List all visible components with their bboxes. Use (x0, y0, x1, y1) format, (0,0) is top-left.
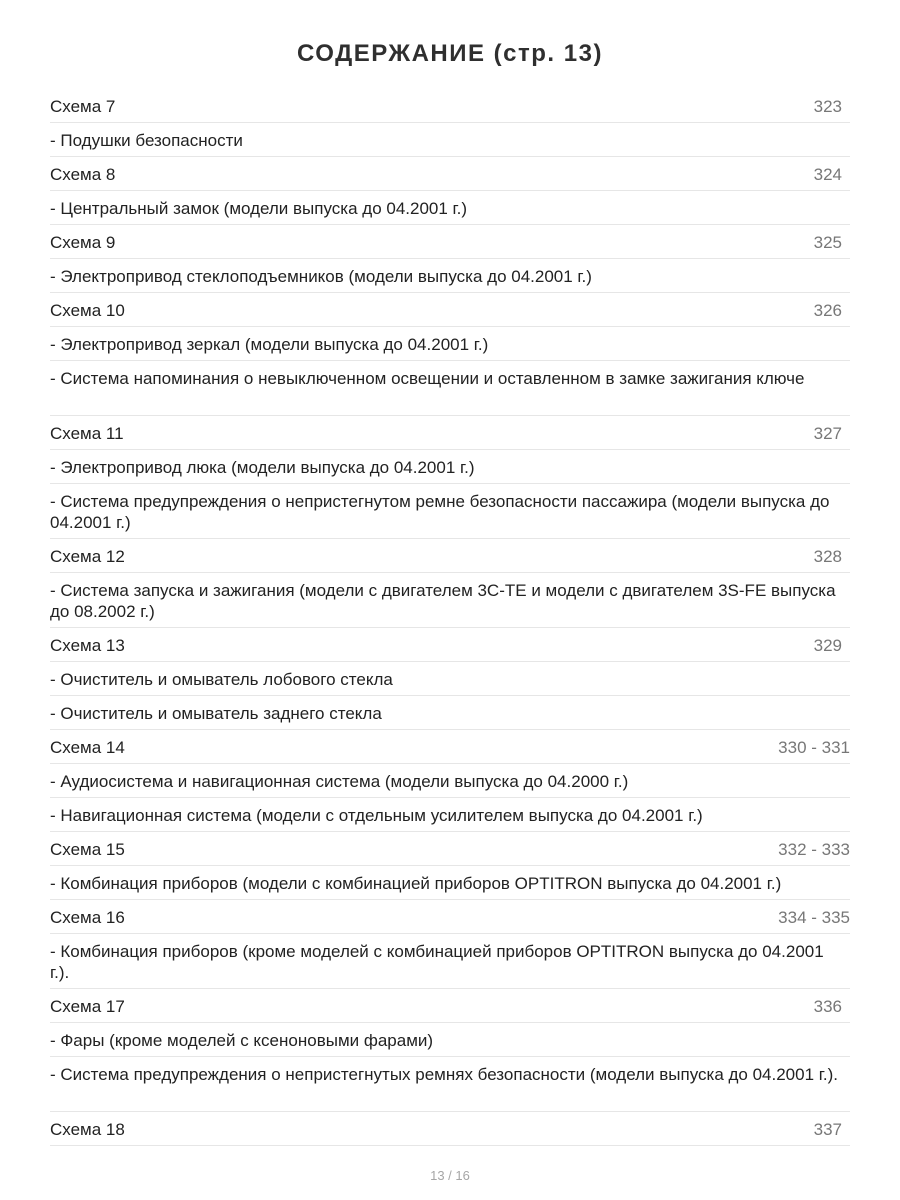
toc-row[interactable] (50, 764, 850, 798)
toc-row[interactable] (50, 484, 850, 539)
toc-entry-text: - Фары (кроме моделей с ксеноновыми фарами) (50, 1031, 434, 1050)
toc-row[interactable] (50, 730, 850, 764)
toc-row[interactable] (50, 293, 850, 327)
toc-entry-text: Схема 14 (50, 738, 125, 757)
toc-row[interactable] (50, 191, 850, 225)
toc-entry-text: Схема 11 (50, 424, 124, 443)
toc-list (50, 89, 850, 1146)
toc-entry-text: Схема 9 (50, 233, 116, 252)
toc-page-number: 327 (813, 424, 842, 443)
toc-entry-text: Схема 15 (50, 840, 125, 859)
toc-row[interactable] (50, 934, 850, 989)
toc-row[interactable] (50, 696, 850, 730)
toc-entry-text: - Очиститель и омыватель заднего стекла (50, 704, 382, 723)
toc-row[interactable] (50, 89, 850, 123)
toc-row[interactable] (50, 1057, 850, 1112)
toc-entry-text: - Очиститель и омыватель лобового стекла (50, 670, 393, 689)
toc-page-number: 329 (813, 636, 842, 655)
toc-row[interactable] (50, 225, 850, 259)
toc-entry-text: - Комбинация приборов (модели с комбинацией приборов OPTITRON выпуска до 04.2001 г.) (50, 874, 782, 893)
toc-entry-text: - Центральный замок (модели выпуска до 04.2001 г.) (50, 199, 468, 218)
toc-row[interactable] (50, 1112, 850, 1146)
toc-row[interactable] (50, 123, 850, 157)
toc-row[interactable] (50, 900, 850, 934)
page-indicator: 13 / 16 (430, 1168, 470, 1183)
toc-row[interactable] (50, 628, 850, 662)
toc-page-number: 325 (813, 233, 842, 252)
toc-entry-text: Схема 18 (50, 1120, 125, 1139)
toc-row[interactable] (50, 539, 850, 573)
toc-page-number: 323 (813, 97, 842, 116)
toc-row[interactable] (50, 573, 850, 628)
toc-page-number: 324 (813, 165, 842, 184)
toc-row[interactable] (50, 832, 850, 866)
toc-row[interactable] (50, 989, 850, 1023)
toc-page-number: 328 (813, 547, 842, 566)
toc-page-number: 330 - 331 (778, 738, 850, 757)
toc-row[interactable] (50, 327, 850, 361)
toc-page-number: 336 (813, 997, 842, 1016)
toc-entry-text: Схема 12 (50, 547, 125, 566)
toc-entry-text: - Электропривод стеклоподъемников (модели выпуска до 04.2001 г.) (50, 267, 592, 286)
toc-entry-text: Схема 7 (50, 97, 116, 116)
toc-entry-text: - Электропривод зеркал (модели выпуска до 04.2001 г.) (50, 335, 489, 354)
toc-entry-text: - Система запуска и зажигания (модели с двигателем 3С-TE и модели с двигателем 3S-FE выпуска до 08.2002 г.) (50, 581, 836, 621)
toc-page-number: 337 (813, 1120, 842, 1139)
toc-entry-text: - Система предупреждения о непристегнутом ремне безопасности пассажира (модели выпуска до 04.2001 г.) (50, 492, 830, 532)
toc-entry-text: - Навигационная система (модели с отдельным усилителем выпуска до 04.2001 г.) (50, 806, 703, 825)
toc-entry-text: Схема 10 (50, 301, 125, 320)
toc-entry-text: - Комбинация приборов (кроме моделей с комбинацией приборов OPTITRON выпуска до 04.2001 г.). (50, 942, 824, 982)
toc-page-number: 326 (813, 301, 842, 320)
toc-entry-text: - Аудиосистема и навигационная система (модели выпуска до 04.2000 г.) (50, 772, 629, 791)
toc-entry-text: Схема 13 (50, 636, 125, 655)
toc-row[interactable] (50, 1023, 850, 1057)
toc-row[interactable] (50, 157, 850, 191)
toc-page-number: 334 - 335 (778, 908, 850, 927)
toc-entry-text: Схема 17 (50, 997, 125, 1016)
toc-entry-text: - Система предупреждения о непристегнутых ремнях безопасности (модели выпуска до 04.2001 г.). (50, 1065, 839, 1084)
toc-entry-text: - Электропривод люка (модели выпуска до 04.2001 г.) (50, 458, 475, 477)
toc-row[interactable] (50, 259, 850, 293)
toc-row[interactable] (50, 361, 850, 416)
page-title: СОДЕРЖАНИЕ (стр. 13) (297, 40, 603, 67)
toc-row[interactable] (50, 416, 850, 450)
toc-entry-text: - Система напоминания о невыключенном освещении и оставленном в замке зажигания ключе (50, 369, 805, 388)
toc-row[interactable] (50, 662, 850, 696)
toc-row[interactable] (50, 866, 850, 900)
toc-entry-text: Схема 16 (50, 908, 125, 927)
toc-page-number: 332 - 333 (778, 840, 850, 859)
toc-row[interactable] (50, 798, 850, 832)
toc-row[interactable] (50, 450, 850, 484)
toc-entry-text: Схема 8 (50, 165, 116, 184)
toc-entry-text: - Подушки безопасности (50, 131, 243, 150)
